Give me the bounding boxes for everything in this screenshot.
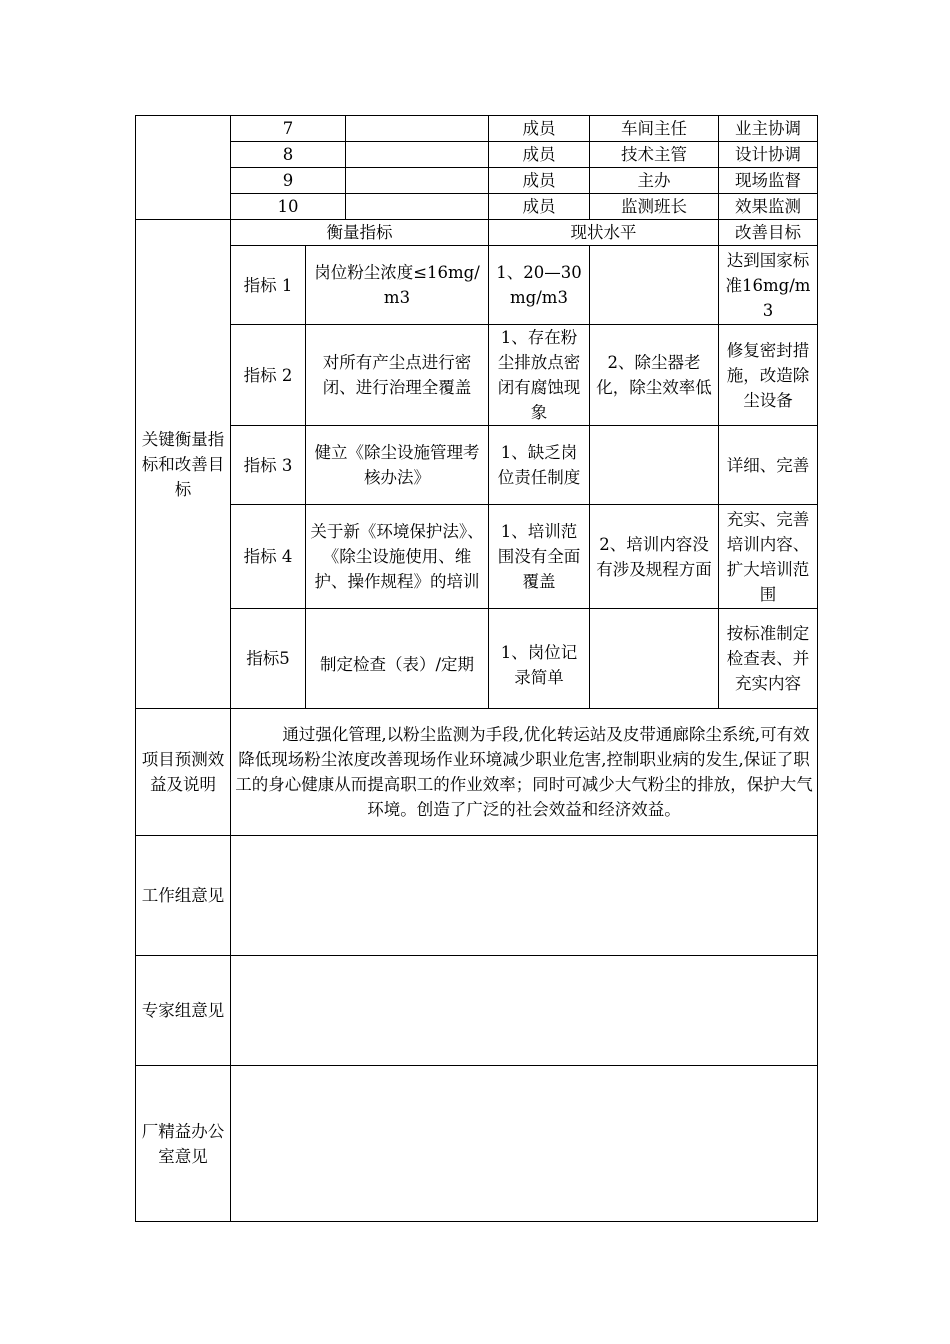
workgroup-opinion-field[interactable] [231,836,818,956]
metrics-section-label: 关键衡量指标和改善目标 [136,220,231,709]
metric-status-1: 1、岗位记录简单 [489,609,590,709]
team-row [136,168,818,194]
team-member-name [346,194,489,220]
metric-status-1: 1、培训范围没有全面覆盖 [489,505,590,609]
metric-status-2: 2、除尘器老化，除尘效率低 [590,325,719,426]
team-section-label [136,116,231,220]
metric-target: 达到国家标准16mg/m3 [719,246,818,325]
office-opinion-field[interactable] [231,1066,818,1222]
metric-measure: 制定检查（表）/定期 [306,609,489,709]
team-member-number: 8 [231,142,346,168]
team-member-number: 9 [231,168,346,194]
team-member-number: 10 [231,194,346,220]
expert-opinion-row [136,956,818,1066]
metric-row [136,246,818,325]
metric-status-2: 2、培训内容没有涉及规程方面 [590,505,719,609]
team-member-role: 成员 [489,142,590,168]
metric-target: 详细、完善 [719,426,818,505]
team-member-position: 监测班长 [590,194,719,220]
metric-target: 充实、完善培训内容、扩大培训范围 [719,505,818,609]
metric-row [136,426,818,505]
status-header: 现状水平 [489,220,719,246]
team-member-name [346,168,489,194]
metric-label: 指标 2 [231,325,306,426]
team-row [136,194,818,220]
expert-opinion-label: 专家组意见 [136,956,231,1066]
metric-row [136,325,818,426]
workgroup-opinion-row [136,836,818,956]
metrics-header-row [136,220,818,246]
prediction-row [136,709,818,836]
metric-status-1: 1、存在粉尘排放点密闭有腐蚀现象 [489,325,590,426]
prediction-label: 项目预测效益及说明 [136,709,231,836]
metric-row [136,609,818,709]
metric-status-2 [590,246,719,325]
team-member-name [346,142,489,168]
team-member-duty: 现场监督 [719,168,818,194]
metric-measure: 关于新《环境保护法》、《除尘设施使用、维护、操作规程》的培训 [306,505,489,609]
expert-opinion-field[interactable] [231,956,818,1066]
prediction-text-cell [231,709,818,836]
team-member-role: 成员 [489,194,590,220]
metric-measure: 对所有产尘点进行密闭、进行治理全覆盖 [306,325,489,426]
metric-label: 指标 1 [231,246,306,325]
metric-measure: 健立《除尘设施管理考核办法》 [306,426,489,505]
metric-status-2 [590,426,719,505]
office-opinion-label: 厂精益办公室意见 [136,1066,231,1222]
metric-target: 按标准制定检查表、并充实内容 [719,609,818,709]
team-member-number: 7 [231,116,346,142]
metric-row [136,505,818,609]
team-member-position: 车间主任 [590,116,719,142]
office-opinion-row [136,1066,818,1222]
metric-status-1: 1、20—30 mg/m3 [489,246,590,325]
measure-header: 衡量指标 [231,220,489,246]
prediction-text: 通过强化管理,以粉尘监测为手段,优化转运站及皮带通廊除尘系统,可有效降低现场粉尘浓度改善现场作业环境减少职业危害,控制职业病的发生,保证了职工的身心健康从而提高职工的作业效率；同时可减少大气粉尘的排放，保护大气环境。创造了广泛的社会效益和经济效益。 [235,725,813,819]
metric-status-1: 1、缺乏岗位责任制度 [489,426,590,505]
team-member-role: 成员 [489,168,590,194]
metric-target: 修复密封措施，改造除尘设备 [719,325,818,426]
target-header: 改善目标 [719,220,818,246]
team-member-position: 主办 [590,168,719,194]
metric-label: 指标5 [231,609,306,709]
team-row [136,116,818,142]
team-member-duty: 业主协调 [719,116,818,142]
team-member-name [346,116,489,142]
metric-label: 指标 3 [231,426,306,505]
team-member-position: 技术主管 [590,142,719,168]
team-member-duty: 效果监测 [719,194,818,220]
metric-measure: 岗位粉尘浓度≤16mg/m3 [306,246,489,325]
team-row [136,142,818,168]
metric-status-2 [590,609,719,709]
team-member-duty: 设计协调 [719,142,818,168]
lean-project-form [135,115,818,1222]
workgroup-opinion-label: 工作组意见 [136,836,231,956]
team-member-role: 成员 [489,116,590,142]
metric-label: 指标 4 [231,505,306,609]
